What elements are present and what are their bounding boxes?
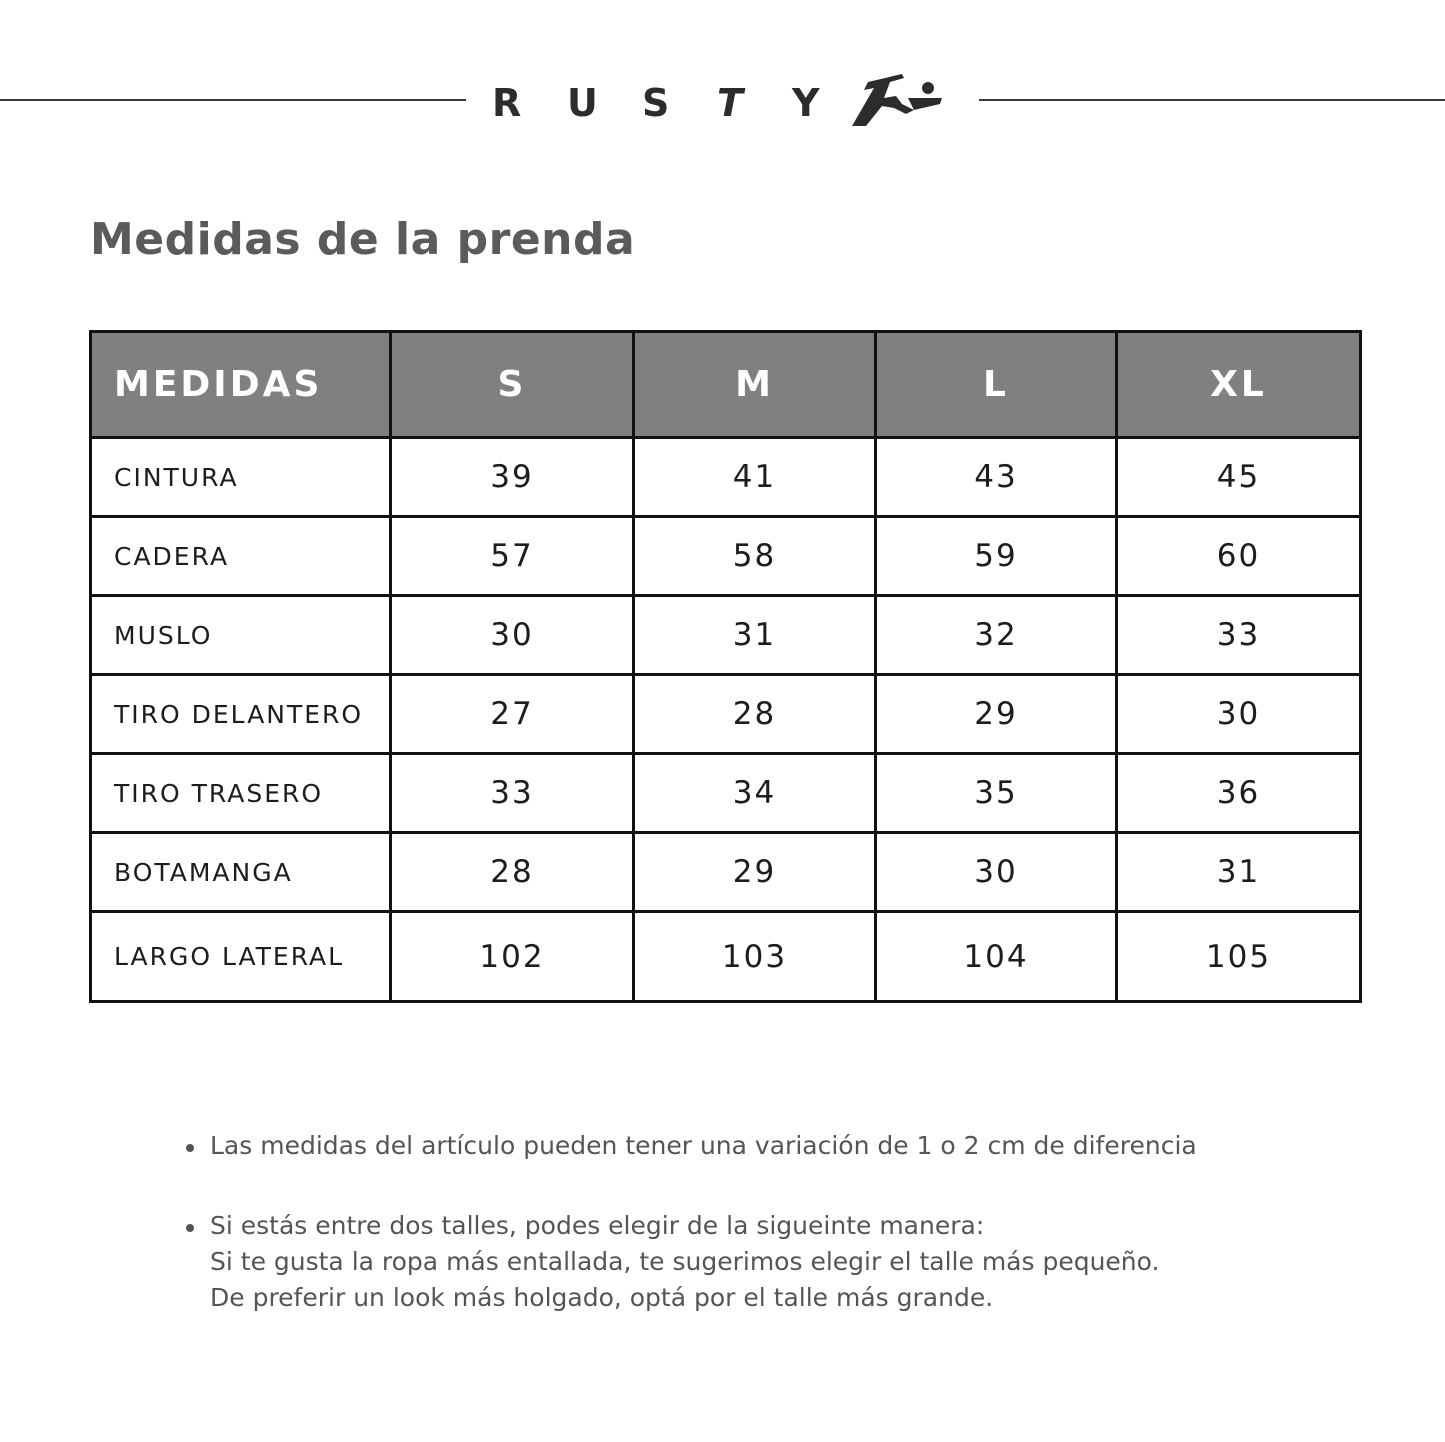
brand-letter: Y <box>792 81 820 125</box>
row-label: CINTURA <box>91 438 391 517</box>
bullet-icon <box>186 1144 194 1152</box>
table-cell: 31 <box>634 596 876 675</box>
brand-letter: U <box>567 81 598 125</box>
table-cell: 28 <box>391 833 634 912</box>
table-cell: 103 <box>634 912 876 1002</box>
table-cell: 32 <box>876 596 1117 675</box>
table-cell: 45 <box>1117 438 1361 517</box>
row-label: CADERA <box>91 517 391 596</box>
row-label: TIRO TRASERO <box>91 754 391 833</box>
table-cell: 105 <box>1117 912 1361 1002</box>
column-header-medidas: MEDIDAS <box>91 332 391 438</box>
note-line: Si te gusta la ropa más entallada, te sugerimos elegir el talle más pequeño. <box>210 1247 1160 1276</box>
table-cell: 30 <box>391 596 634 675</box>
list-item <box>186 1128 1386 1164</box>
brand-logo <box>492 78 867 128</box>
row-label: MUSLO <box>91 596 391 675</box>
table-cell: 102 <box>391 912 634 1002</box>
table-row <box>91 754 1361 833</box>
table-cell: 58 <box>634 517 876 596</box>
table-cell: 35 <box>876 754 1117 833</box>
column-header-l: L <box>876 332 1117 438</box>
brand-letter: T <box>717 81 743 125</box>
table-cell: 57 <box>391 517 634 596</box>
table-cell: 59 <box>876 517 1117 596</box>
row-label: LARGO LATERAL <box>91 912 391 1002</box>
table-cell: 36 <box>1117 754 1361 833</box>
header-rule-left <box>0 99 466 101</box>
column-header-m: M <box>634 332 876 438</box>
table-cell: 29 <box>876 675 1117 754</box>
table-header-row <box>91 332 1361 438</box>
table-cell: 60 <box>1117 517 1361 596</box>
table-cell: 28 <box>634 675 876 754</box>
page-title: Medidas de la prenda <box>90 214 636 265</box>
row-label: BOTAMANGA <box>91 833 391 912</box>
rusty-flying-r-logo-icon <box>844 68 948 132</box>
table-row <box>91 675 1361 754</box>
size-table <box>89 330 1362 1003</box>
note-line: Si estás entre dos talles, podes elegir de la sigueinte manera: <box>210 1211 985 1240</box>
header-rule-right <box>979 99 1445 101</box>
table-row <box>91 438 1361 517</box>
table-cell: 34 <box>634 754 876 833</box>
table-cell: 29 <box>634 833 876 912</box>
column-header-xl: XL <box>1117 332 1361 438</box>
table-cell: 43 <box>876 438 1117 517</box>
row-label: TIRO DELANTERO <box>91 675 391 754</box>
table-row <box>91 912 1361 1002</box>
table-cell: 33 <box>1117 596 1361 675</box>
table-cell: 30 <box>876 833 1117 912</box>
table-cell: 27 <box>391 675 634 754</box>
table-cell: 39 <box>391 438 634 517</box>
table-cell: 30 <box>1117 675 1361 754</box>
table-cell: 41 <box>634 438 876 517</box>
table-row <box>91 596 1361 675</box>
notes-list <box>186 1128 1386 1360</box>
column-header-s: S <box>391 332 634 438</box>
table-row <box>91 833 1361 912</box>
table-row <box>91 517 1361 596</box>
brand-letter: S <box>642 81 670 125</box>
table-cell: 33 <box>391 754 634 833</box>
bullet-icon <box>186 1224 194 1232</box>
table-cell: 31 <box>1117 833 1361 912</box>
note-line: Las medidas del artículo pueden tener una variación de 1 o 2 cm de diferencia <box>210 1131 1197 1160</box>
note-line: De preferir un look más holgado, optá por el talle más grande. <box>210 1283 994 1312</box>
brand-letter: R <box>492 81 522 125</box>
list-item <box>186 1208 1386 1316</box>
table-cell: 104 <box>876 912 1117 1002</box>
